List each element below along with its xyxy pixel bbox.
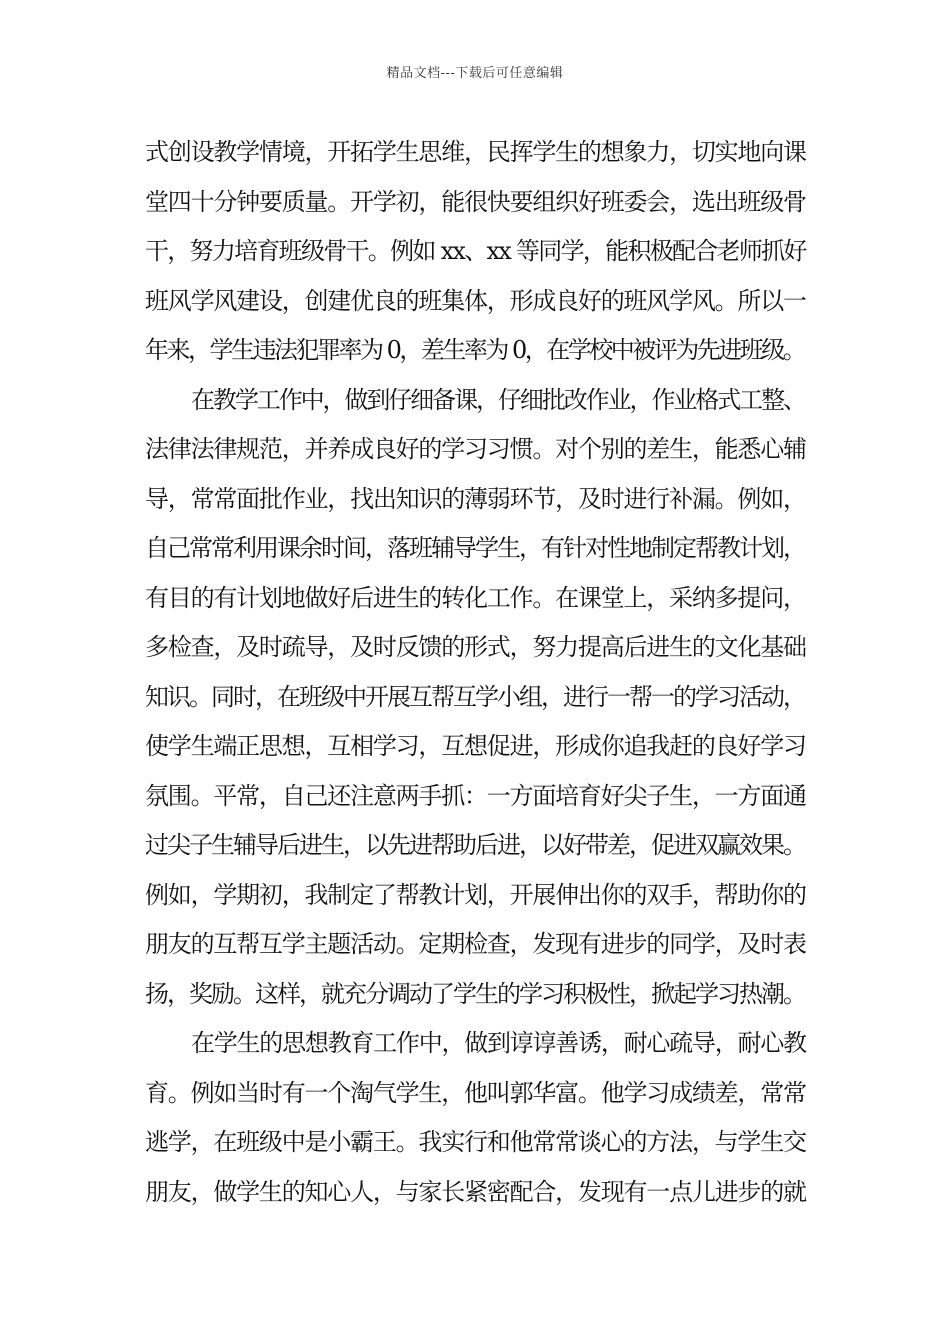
text-line: 扬，奖励。这样，就充分调动了学生的学习积极性，掀起学习热潮。	[145, 979, 805, 1008]
text-line: 式创设教学情境，开拓学生思维，民挥学生的想象力，切实地向课	[145, 138, 806, 166]
text-line: 过尖子生辅导后进生，以先进帮助后进，以好带差，促进双赢效果。	[145, 831, 805, 859]
text-line: 例如，学期初，我制定了帮教计划，开展伸出你的双手，帮助你的	[145, 880, 806, 909]
text-line: 朋友，做学生的知心人，与家长紧密配合，发现有一点儿进步的就	[145, 1177, 806, 1206]
text-line: 多检查，及时疏导，及时反馈的形式，努力提高后进生的文化基础	[145, 633, 806, 661]
text-line: 朋友的互帮互学主题活动。定期检查，发现有进步的同学，及时表	[145, 930, 806, 958]
text-line: 知识。同时，在班级中开展互帮互学小组，进行一帮一的学习活动，	[145, 682, 805, 711]
text-line: 氛围。平常，自己还注意两手抓：一方面培育好尖子生，一方面通	[145, 781, 806, 810]
text-line: 逃学，在班级中是小霸王。我实行和他常常谈心的方法，与学生交	[145, 1128, 806, 1156]
paragraph-first-line: 在学生的思想教育工作中，做到谆谆善诱，耐心疏导，耐心教	[191, 1029, 806, 1057]
text-line: 法律法律规范，并养成良好的学习习惯。对个别的差生，能悉心辅	[145, 435, 806, 463]
text-line: 堂四十分钟要质量。开学初，能很快要组织好班委会，选出班级骨	[145, 187, 806, 216]
text-line: 年来，学生违法犯罪率为 0，差生率为 0，在学校中被评为先进班级。	[145, 336, 805, 364]
text-line: 导，常常面批作业，找出知识的薄弱环节，及时进行补漏。例如，	[145, 484, 806, 513]
paragraph-first-line: 在教学工作中，做到仔细备课，仔细批改作业，作业格式工整、	[191, 385, 805, 414]
page-header: 精品文档---下载后可任意编辑	[386, 66, 564, 81]
text-line: 班风学风建设，创建优良的班集体，形成良好的班风学风。所以一	[145, 286, 806, 315]
text-line: 自己常常利用课余时间，落班辅导学生，有针对性地制定帮教计划，	[145, 534, 805, 562]
text-line: 干，努力培育班级骨干。例如 xx、xx 等同学，能积极配合老师抓好	[145, 237, 806, 265]
text-line: 育。例如当时有一个淘气学生，他叫郭华富。他学习成绩差，常常	[145, 1078, 806, 1107]
text-line: 使学生端正思想，互相学习，互想促进，形成你追我赶的良好学习	[145, 732, 806, 760]
text-line: 有目的有计划地做好后进生的转化工作。在课堂上，采纳多提问，	[145, 583, 806, 612]
